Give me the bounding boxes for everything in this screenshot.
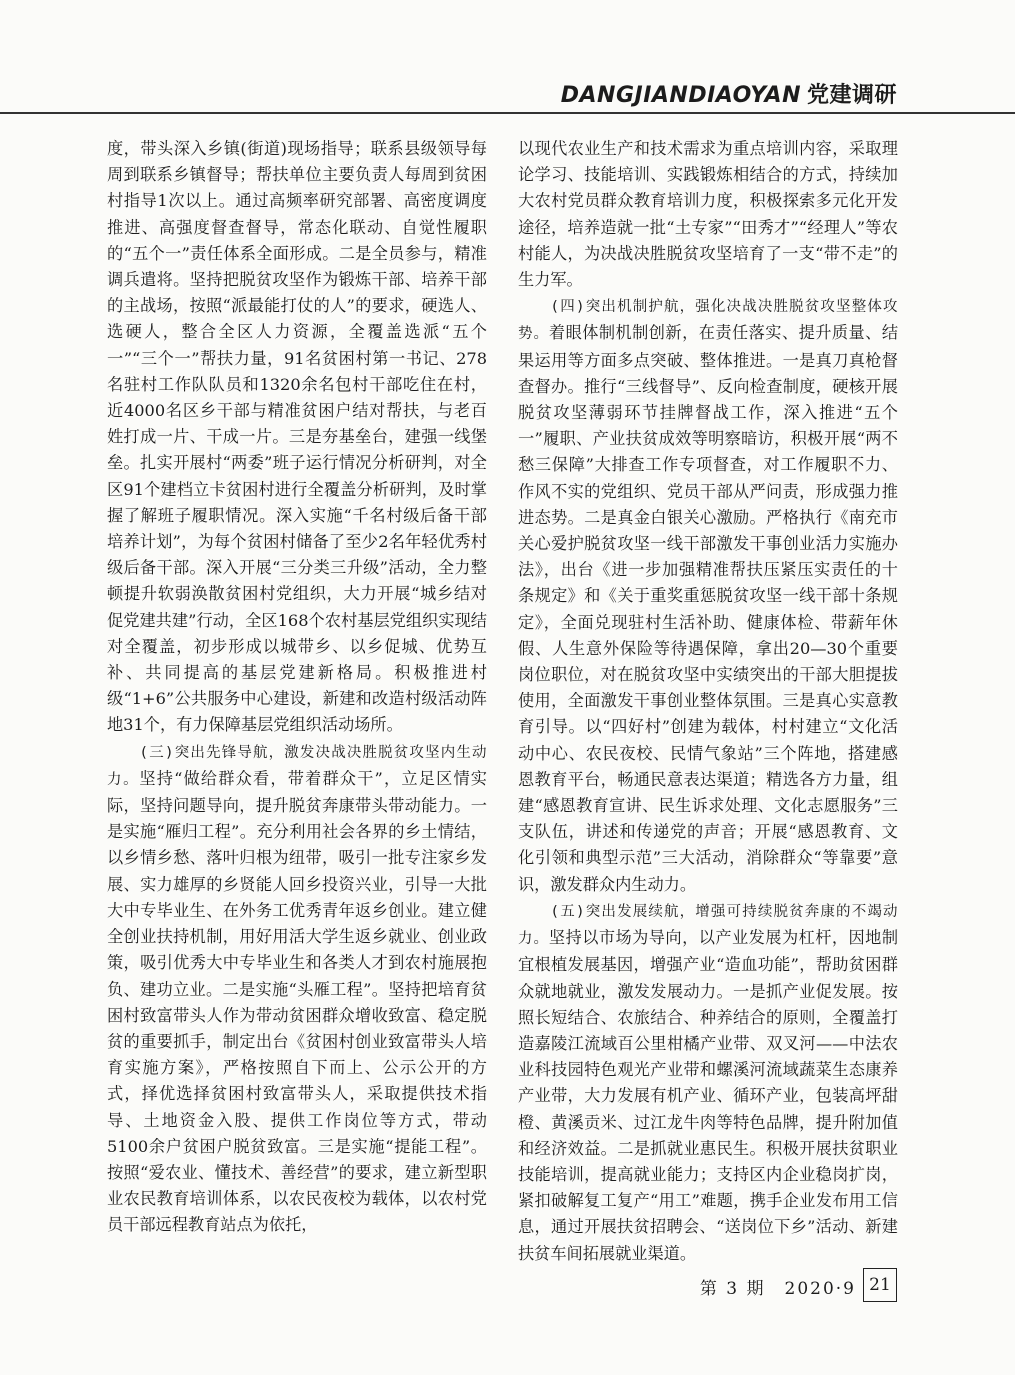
header-rule — [0, 112, 1015, 114]
page-number: 21 — [863, 1268, 897, 1302]
right-column — [518, 136, 898, 1267]
subsection-heading: (五)突出发展续航，增强可持续脱贫奔康的不竭动力。 — [518, 903, 898, 948]
paragraph-text: 着眼体制机制创新，在责任落实、提升质量、结果运用等方面多点突破、整体推进。一是真刀真枪督查督办。推行“三线督导”、反向检查制度，硬核开展脱贫攻坚薄弱环节挂牌督战工作，深入推进“五个一”履职、产业扶贫成效等明察暗访，积极开展“两不愁三保障”大排查工作专项督查，对工作履职不力、作风不实的党组织、党员干部从严问责，形成强力推进态势。二是真金白银关心激励。严格执行《南充市关心爱护脱贫攻坚一线干部激发干事创业活力实施办法》，出台《进一步加强精准帮扶压紧压实责任的十条规定》和《关于重奖重惩脱贫攻坚一线干部十条规定》，全面兑现驻村生活补助、健康体检、带薪年休假、人生意外保险等待遇保障，拿出20—30个重要岗位职位，对在脱贫攻坚中实绩突出的干部大胆提拔使用，全面激发干事创业整体氛围。三是真心实意教育引导。以“四好村”创建为载体，村村建立“文化活动中心、农民夜校、民情气象站”三个阵地，搭建感恩教育平台，畅通民意表达渠道；精选各方力量，组建“感恩教育宣讲、民生诉求处理、文化志愿服务”三支队伍，讲述和传递党的声音；开展“感恩教育、文化引领和典型示范”三大活动，消除群众“等靠要”意识，激发群众内生动力。 — [518, 323, 899, 894]
paragraph-text: 坚持“做给群众看，带着群众干”，立足区情实际，坚持问题导向，提升脱贫奔康带头带动能力。一是实施“雁归工程”。充分利用社会各界的乡土情结，以乡情乡愁、落叶归根为纽带，吸引一批专注家乡发展、实力雄厚的乡贤能人回乡投资兴业，引导一大批大中专毕业生、在外务工优秀青年返乡创业。建立健全创业扶持机制，用好用活大学生返乡就业、创业政策，吸引优秀大中专毕业生和各类人才到农村施展抱负、建功立业。二是实施“头雁工程”。坚持把培育贫困村致富带头人作为带动贫困群众增收致富、稳定脱贫的重要抓手，制定出台《贫困村创业致富带头人培育实施方案》，严格按照自下而上、公示公开的方式，择优选择贫困村致富带头人，采取提供技术指导、土地资金入股、提供工作岗位等方式，带动5100余户贫困户脱贫致富。三是实施“提能工程”。按照“爱农业、懂技术、善经营”的要求，建立新型职业农民教育培训体系，以农民夜校为载体，以农村党员干部远程教育站点为依托， — [107, 768, 487, 1235]
page-header — [0, 70, 1015, 114]
paragraph-text: 以现代农业生产和技术需求为重点培训内容，采取理论学习、技能培训、实践锻炼相结合的方式，持续加大农村党员群众教育培训力度，积极探索多元化开发途径，培养造就一批“土专家”“田秀才”“经理人”等农村能人，为决战决胜脱贫攻坚培育了一支“带不走”的生力军。 — [518, 139, 898, 290]
paragraph-text: 坚持以市场为导向，以产业发展为杠杆，因地制宜根植发展基因，增强产业“造血功能”，帮助贫困群众就地就业，激发发展动力。一是抓产业促发展。按照长短结合、农旅结合、种养结合的原则，全覆盖打造嘉陵江流域百公里柑橘产业带、双叉河——中法农业科技园特色观光产业带和螺溪河流域蔬菜生态康养产业带，大力发展有机产业、循环产业，包装高坪甜橙、黄溪贡米、过江龙牛肉等特色品牌，提升附加值和经济效益。二是抓就业惠民生。积极开展扶贫职业技能培训，提高就业能力；支持区内企业稳岗扩岗，紧扣破解复工复产“用工”难题，携手企业发布用工信息，通过开展扶贫招聘会、“送岗位下乡”活动、新建扶贫车间拓展就业渠道。 — [518, 928, 899, 1263]
left-column — [107, 136, 487, 1239]
paragraph — [518, 293, 898, 898]
section-title-chinese: 党建调研 — [806, 83, 897, 108]
section-title-latin: DANGJIANDIAOYAN — [560, 83, 801, 108]
page-footer — [0, 1268, 1015, 1308]
subsection-heading: (三)突出先锋导航，激发决战决胜脱贫攻坚内生动力。 — [107, 744, 487, 788]
paragraph — [518, 136, 898, 293]
paragraph — [107, 136, 487, 739]
paragraph — [107, 739, 487, 1239]
subsection-heading: (四)突出机制护航，强化决战决胜脱贫攻坚整体攻势。 — [518, 299, 898, 343]
paragraph — [518, 898, 898, 1267]
journal-section-title — [561, 78, 897, 109]
issue-date: 第 3 期 2020·9 — [699, 1279, 856, 1299]
paragraph-text: 度，带头深入乡镇(街道)现场指导；联系县级领导每周到联系乡镇督导；帮扶单位主要负责人每周到贫困村指导1次以上。通过高频率研究部署、高密度调度推进、高强度督查督导，常态化联动、自觉性履职的“五个一”责任体系全面形成。二是全员参与，精准调兵遣将。坚持把脱贫攻坚作为锻炼干部、培养干部的主战场，按照“派最能打仗的人”的要求，硬选人、选硬人，整合全区人力资源，全覆盖选派“五个一”“三个一”帮扶力量，91名贫困村第一书记、278名驻村工作队队员和1320余名包村干部吃住在村，近4000名区乡干部与精准贫困户结对帮扶，与老百姓打成一片、干成一片。三是夯基垒台，建强一线堡垒。扎实开展村“两委”班子运行情况分析研判，对全区91个建档立卡贫困村进行全覆盖分析研判，及时掌握了解班子履职情况。深入实施“千名村级后备干部培养计划”，为每个贫困村储备了至少2名年轻优秀村级后备干部。深入开展“三分类三升级”活动，全力整顿提升软弱涣散贫困村党组织，大力开展“城乡结对促党建共建”行动，全区168个农村基层党组织实现结对全覆盖，初步形成以城带乡、以乡促城、优势互补、共同提高的基层党建新格局。积极推进村级“1+6”公共服务中心建设，新建和改造村级活动阵地31个，有力保障基层党组织活动场所。 — [107, 139, 487, 735]
